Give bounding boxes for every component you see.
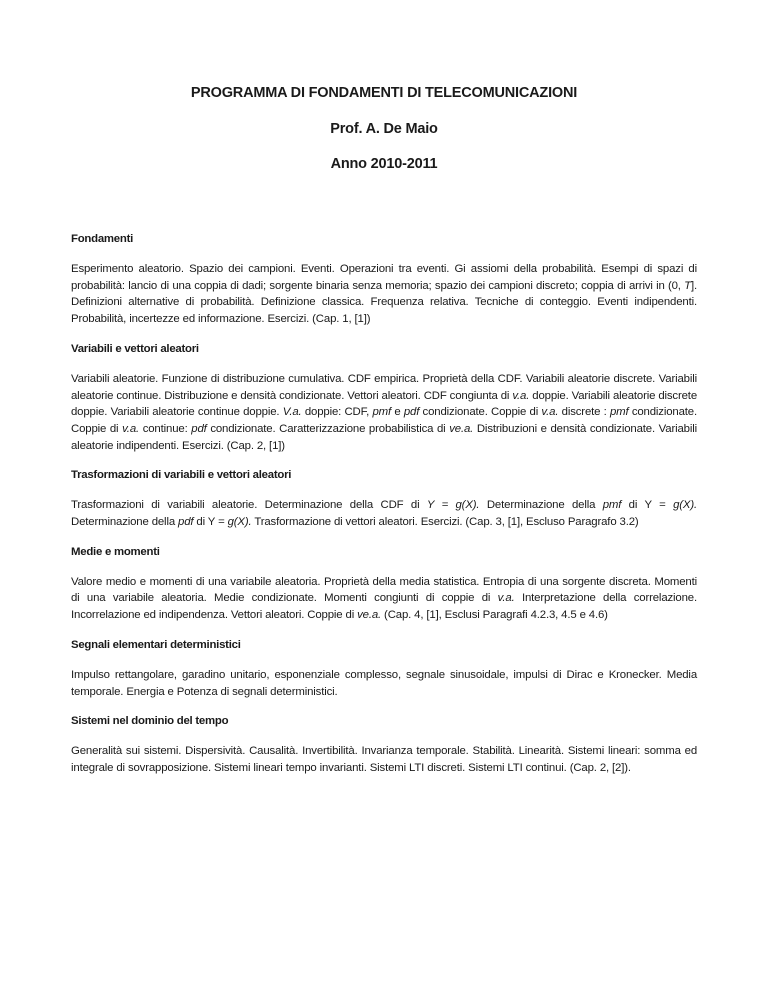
document-title: PROGRAMMA DI FONDAMENTI DI TELECOMUNICAZIONI	[190, 85, 578, 101]
text-run: Generalità sui sistemi. Dispersività. Causalità. Invertibilità. Invarianza temporale. Stabilità. Linearità. Sistemi lineari: somma ed integrale di sovrapposizione. Sistemi lineari tempo invarianti. Sistemi LTI discreti. Sistemi LTI continui. (Cap. 2, [2]).	[71, 745, 697, 774]
italic-term: ve.a.	[449, 422, 474, 435]
professor-name: Prof. A. De Maio	[330, 121, 438, 137]
text-run: Determinazione della	[71, 516, 179, 529]
text-run: condizionate. Coppie di	[71, 406, 697, 435]
text-run: Esperimento aleatorio. Spazio dei campioni. Eventi. Operazioni tra eventi. Gi assiomi della probabilità. Esempi di spazi di probabilità: lancio di una coppia di dadi; sorgente binaria senza memoria; spazio dei campioni discreto; coppia di arrivi in (0,	[71, 263, 697, 292]
section-heading: Trasformazioni di variabili e vettori aleatori	[71, 469, 292, 482]
text-run: Valore medio e momenti di una variabile aleatoria. Proprietà della media statistica. Entropia di una sorgente discreta. Momenti di una variabile aleatoria. Medie condizionate. Momenti congiunti di coppie di	[71, 575, 697, 605]
section-medie-momenti	[71, 545, 697, 624]
text-run: (Cap. 4, [1], Esclusi Paragrafi 4.2.3, 4.5 e 4.6)	[381, 609, 608, 622]
text-run: Determinazione della	[479, 499, 603, 512]
section-trasformazioni	[71, 468, 697, 530]
text-run: Trasformazioni di variabili aleatorie. Determinazione della CDF di	[71, 499, 427, 512]
section-heading: Variabili e vettori aleatori	[71, 342, 199, 355]
italic-term: V.a.	[282, 406, 302, 419]
italic-term: v.a.	[122, 422, 140, 435]
text-run: Interpretazione della correlazione. Incorrelazione ed indipendenza. Vettori aleatori. Coppie di	[71, 592, 697, 622]
section-heading: Sistemi nel dominio del tempo	[71, 715, 229, 728]
section-body	[71, 371, 697, 455]
italic-term: pdf	[178, 516, 194, 529]
text-run: discrete :	[558, 406, 610, 419]
academic-year: Anno 2010-2011	[330, 156, 438, 172]
italic-term: g(X).	[673, 499, 697, 512]
text-run: e	[391, 406, 404, 419]
italic-term: pdf	[191, 422, 207, 435]
section-variabili-vettori	[71, 342, 697, 455]
text-run: di Y =	[193, 516, 228, 529]
section-heading: Segnali elementari deterministici	[71, 638, 241, 651]
italic-term: v.a.	[497, 592, 515, 605]
text-run: Variabili aleatorie. Funzione di distribuzione cumulativa. CDF empirica. Proprietà della CDF. Variabili aleatorie discrete. Variabili aleatorie continue. Distribuzione e densità condizionate. Vettori aleatori. CDF congiunta di	[71, 372, 697, 402]
text-run: condizionate. Caratterizzazione probabilistica di	[206, 422, 450, 435]
italic-term: pmf	[609, 406, 629, 419]
section-fondamenti	[71, 232, 697, 328]
section-segnali-elementari	[71, 638, 697, 700]
italic-term: v.a.	[512, 389, 530, 402]
italic-term: pdf	[403, 406, 420, 419]
italic-term: pmf	[602, 499, 622, 512]
text-run: doppie. Variabili aleatorie discrete doppie. Variabili aleatorie continue doppie.	[71, 389, 698, 419]
text-run: Impulso rettangolare, garadino unitario, esponenziale complesso, segnale sinusoidale, impulsi di Dirac e Kronecker. Media temporale. Energia e Potenza di segnali deterministici.	[71, 668, 697, 698]
section-body	[71, 743, 697, 776]
italic-term: Y = g(X).	[426, 499, 480, 512]
section-heading: Medie e momenti	[71, 545, 160, 558]
italic-term: v.a.	[541, 406, 559, 419]
italic-term: g(X).	[227, 516, 252, 529]
section-body	[71, 497, 697, 530]
italic-term: ve.a.	[357, 609, 382, 622]
section-body	[71, 667, 697, 700]
section-body	[71, 574, 697, 624]
section-sistemi-tempo	[71, 714, 697, 776]
italic-term: T	[684, 279, 691, 292]
text-run: condizionate. Coppie di	[419, 406, 542, 419]
section-heading: Fondamenti	[71, 233, 134, 245]
text-run: Trasformazione di vettori aleatori. Esercizi. (Cap. 3, [1], Escluso Paragrafo 3.2)	[251, 516, 639, 529]
text-run: Distribuzioni e densità condizionate. Variabili aleatorie indipendenti. Esercizi. (Cap. 2, [1])	[71, 422, 697, 452]
section-body	[71, 261, 697, 328]
text-run: ]. Definizioni alternative di probabilità. Definizione classica. Frequenza relativa. Tecniche di conteggio. Eventi indipendenti. Probabilità, incertezze ed informazione. Esercizi. (Cap. 1, [1])	[71, 279, 697, 326]
italic-term: pmf	[372, 406, 392, 419]
text-run: doppie: CDF,	[301, 406, 373, 419]
text-run: continue:	[139, 422, 192, 435]
text-run: di Y =	[621, 499, 674, 512]
syllabus-content	[71, 232, 697, 791]
